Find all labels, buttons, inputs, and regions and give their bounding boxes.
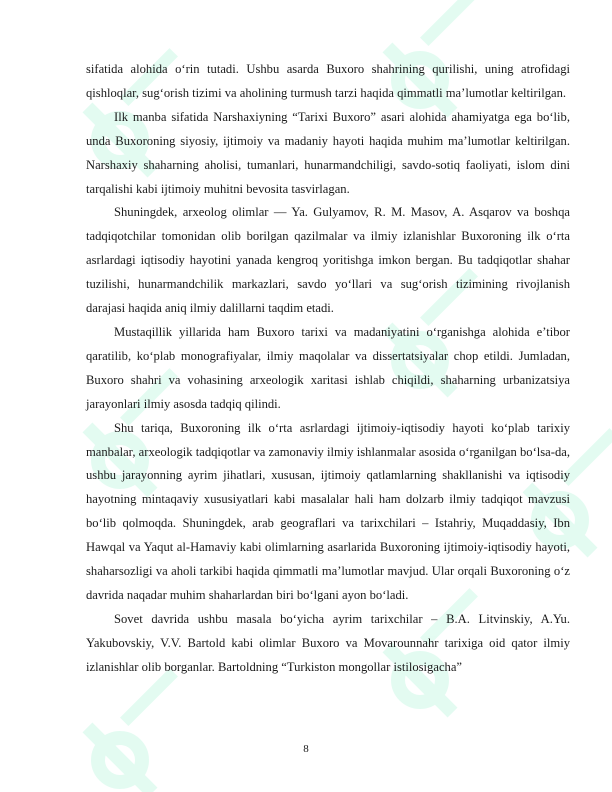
- paragraph-independence-years: Mustaqillik yillarida ham Buxoro tarixi va madaniyatini o‘rganishga alohida e’tibor qaratilib, ko‘plab monografiyalar, ilmiy maqolalar va dissertatsiyalar chop etildi. Jumladan, Buxoro shahri va vohasining arxeologik xaritasi ishlab chiqildi, shaharning urbanizatsiya jarayonlari ilmiy asosda tadqiq qilindi.: [86, 324, 570, 411]
- paragraph-narshaxiy: Ilk manba sifatida Narshaxiyning “Tarixi Buxoro” asari alohida ahamiyatga ega bo‘lib, unda Buxoroning siyosiy, ijtimoiy va madaniy hayoti haqida muhim ma’lumotlar keltirilgan. Narshaxiy shaharning aholisi, tumanlari, hunarmandchiligi, savdo-sotiq faoliyati, islom dini tarqalishi kabi ijtimoiy muhitni bevosita tasvirlagan.: [86, 109, 570, 196]
- paragraph-archaeologists: Shuningdek, arxeolog olimlar — Ya. Gulyamov, R. M. Masov, A. Asqarov va boshqa tadqiqotchilar tomonidan olib borilgan qazilmalar va ilmiy izlanishlar Buxoroning ilk o‘rta asrlardagi iqtisodiy hayotini yanada kengroq yoritishga imkon bergan. Bu tadqiqotlar shahar tuzilishi, hunarmandchilik markazlari, savdo yo‘llari va sug‘orish tizimining rivojlanish darajasi haqida aniq ilmiy dalillarni taqdim etadi.: [86, 205, 570, 316]
- paragraph-continuation: sifatida alohida o‘rin tutadi. Ushbu asarda Buxoro shahrining qurilishi, uning atrofidagi qishloqlar, sug‘orish tizimi va aholining turmush tarzi haqida qimmatli ma’lumotlar keltirilgan.: [86, 62, 570, 100]
- paragraph-soviet-period: Sovet davrida ushbu masala bo‘yicha ayrim tarixchilar – B.A. Litvinskiy, A.Yu. Yakubovskiy, V.V. Bartold kabi olimlar Buxoro va Movarounnahr tarixiga oid qator ilmiy izlanishlar olib borganlar. Bartoldning “Turkiston mongollar istilosigacha”: [86, 611, 570, 674]
- page-number: 8: [303, 743, 309, 755]
- body-text: [86, 58, 570, 680]
- paragraph-summary: Shu tariqa, Buxoroning ilk o‘rta asrlardagi ijtimoiy-iqtisodiy hayoti ko‘plab tarixiy manbalar, arxeologik tadqiqotlar va zamonaviy ilmiy ishlanmalar asosida o‘rganilgan bo‘lsa-da, ushbu jarayonning ayrim jihatlari, xususan, ijtimoiy qatlamlarning shakllanishi va iqtisodiy hayotning mintaqaviy xususiyatlari kabi masalalar hali ham dolzarb ilmiy tadqiqot mavzusi bo‘lib qolmoqda. Shuningdek, arab geograflari va tarixchilari – Istahriy, Muqaddasiy, Ibn Hawqal va Yaqut al-Hamaviy kabi olimlarning asarlarida Buxoroning ijtimoiy-iqtisodiy hayoti, shaharsozligi va aholi tarkibi haqida qimmatli ma’lumotlar mavjud. Ular orqali Buxoroning o‘z davrida naqadar muhim shaharlardan biri bo‘lgani ayon bo‘ladi.: [86, 420, 570, 602]
